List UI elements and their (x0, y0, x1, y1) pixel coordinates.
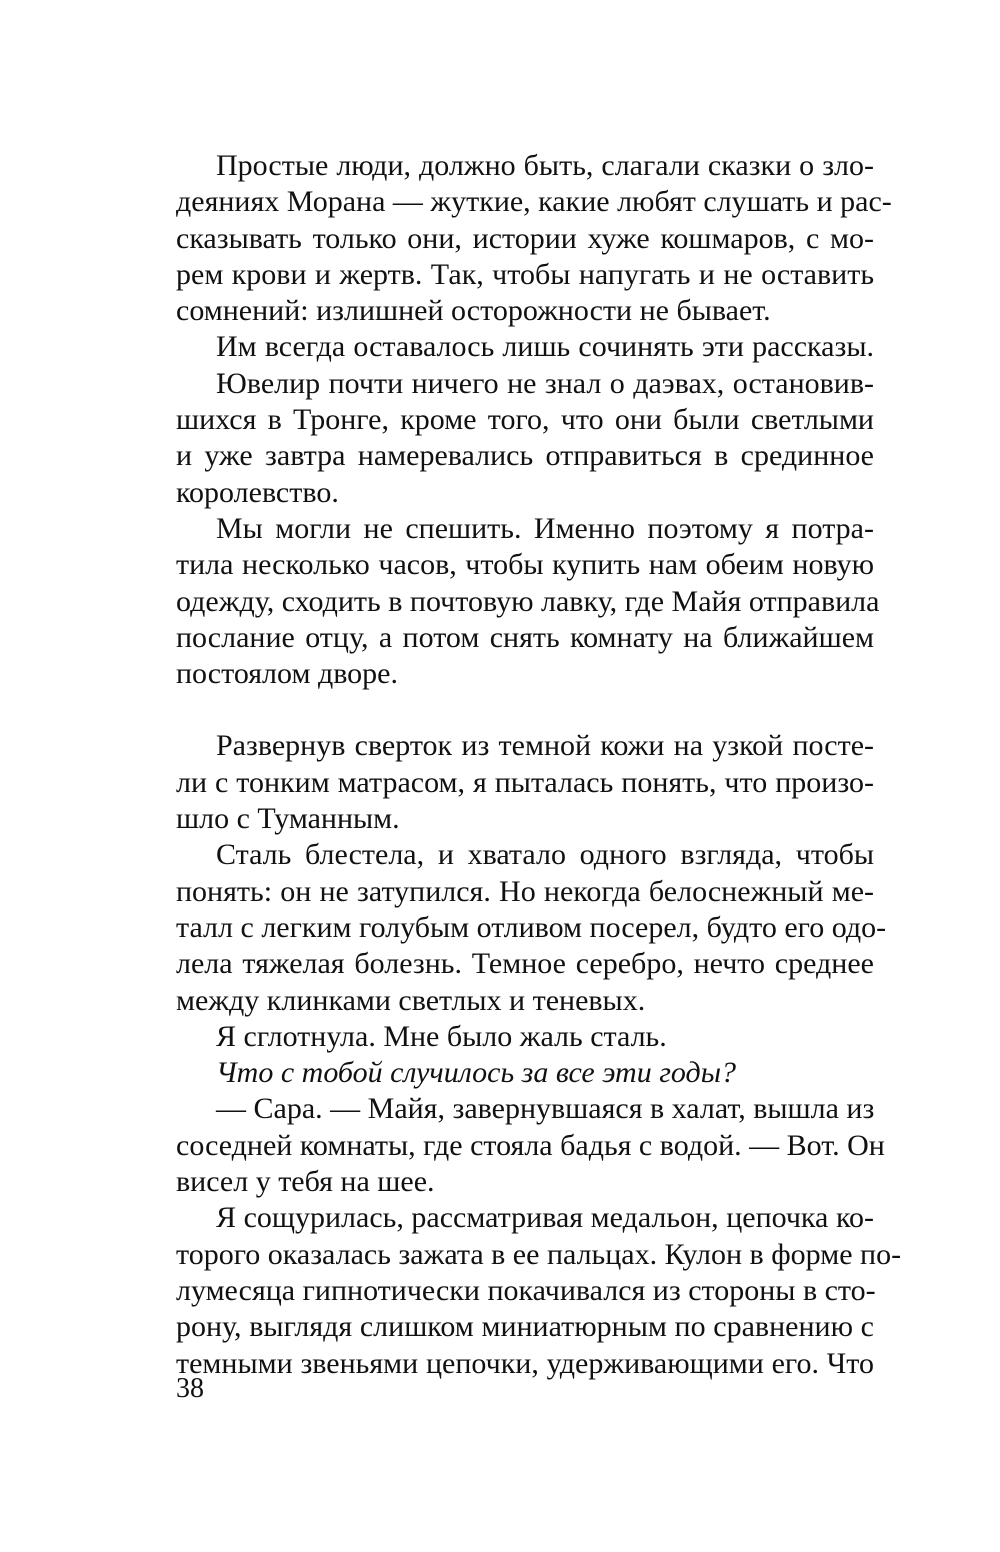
text-line: и уже завтра намеревались отправиться в срединное (176, 439, 874, 473)
italic-thought-line: Что с тобой случилось за все эти годы? (216, 1056, 737, 1090)
text-line: ли с тонким матрасом, я пыталась понять, что произо- (176, 765, 874, 799)
text-line: Мы могли не спешить. Именно поэтому я потра- (216, 511, 874, 545)
text-line: шло с Туманным. (176, 802, 400, 836)
text-line: послание отцу, а потом снять комнату на ближайшем (176, 620, 874, 654)
text-line: — Сара. — Майя, завернувшаяся в халат, вышла из (216, 1092, 875, 1126)
page-number: 38 (176, 1373, 204, 1404)
text-line: Я сощурилась, рассматривая медальон, цепочка ко- (216, 1201, 874, 1235)
text-line: между клинками светлых и теневых. (176, 983, 646, 1017)
text-line: деяниях Морана — жуткие, какие любят слушать и рас- (176, 185, 892, 219)
text-line: Простые люди, должно быть, слагали сказки о зло- (216, 149, 874, 182)
text-line: постоялом дворе. (176, 657, 398, 691)
text-line: торого оказалась зажата в ее пальцах. Кулон в форме по- (176, 1237, 902, 1271)
text-line: тила несколько часов, чтобы купить нам обеим новую (176, 548, 874, 582)
text-line: одежду, сходить в почтовую лавку, где Майя отправила (176, 584, 880, 618)
text-line: шихся в Тронге, кроме того, что они были светлыми (176, 403, 874, 437)
text-line: королевство. (176, 475, 339, 509)
text-line: темными звеньями цепочки, удерживающими его. Что (176, 1346, 874, 1380)
text-line: висел у тебя на шее. (176, 1165, 435, 1199)
text-line: талл с легким голубым отливом посерел, будто его одо- (176, 910, 887, 944)
text-line: рем крови и жертв. Так, чтобы напугать и не оставить (176, 257, 874, 291)
text-line: сказывать только они, истории хуже кошмаров, с мо- (176, 221, 874, 255)
text-line: Им всегда оставалось лишь сочинять эти рассказы. (216, 330, 874, 364)
text-line: Я сглотнула. Мне было жаль сталь. (216, 1019, 667, 1053)
text-line: Развернув сверток из темной кожи на узкой посте- (216, 729, 874, 763)
text-line: понять: он не затупился. Но некогда белоснежный ме- (176, 874, 874, 908)
text-line: соседней комнаты, где стояла бадья с водой. — Вот. Он (176, 1128, 885, 1162)
section-gap (176, 692, 874, 728)
text-line: сомнений: излишней осторожности не бывает. (176, 294, 771, 328)
text-line: Сталь блестела, и хватало одного взгляда, чтобы (216, 838, 874, 872)
text-line: Ювелир почти ничего не знал о даэвах, остановив- (216, 366, 874, 400)
text-line: лумесяца гипнотически покачивался из стороны в сто- (176, 1273, 876, 1307)
text-line: рону, выглядя слишком миниатюрным по сравнению с (176, 1310, 874, 1344)
page-text (176, 148, 902, 1382)
text-line: лела тяжелая болезнь. Темное серебро, нечто среднее (176, 947, 874, 981)
